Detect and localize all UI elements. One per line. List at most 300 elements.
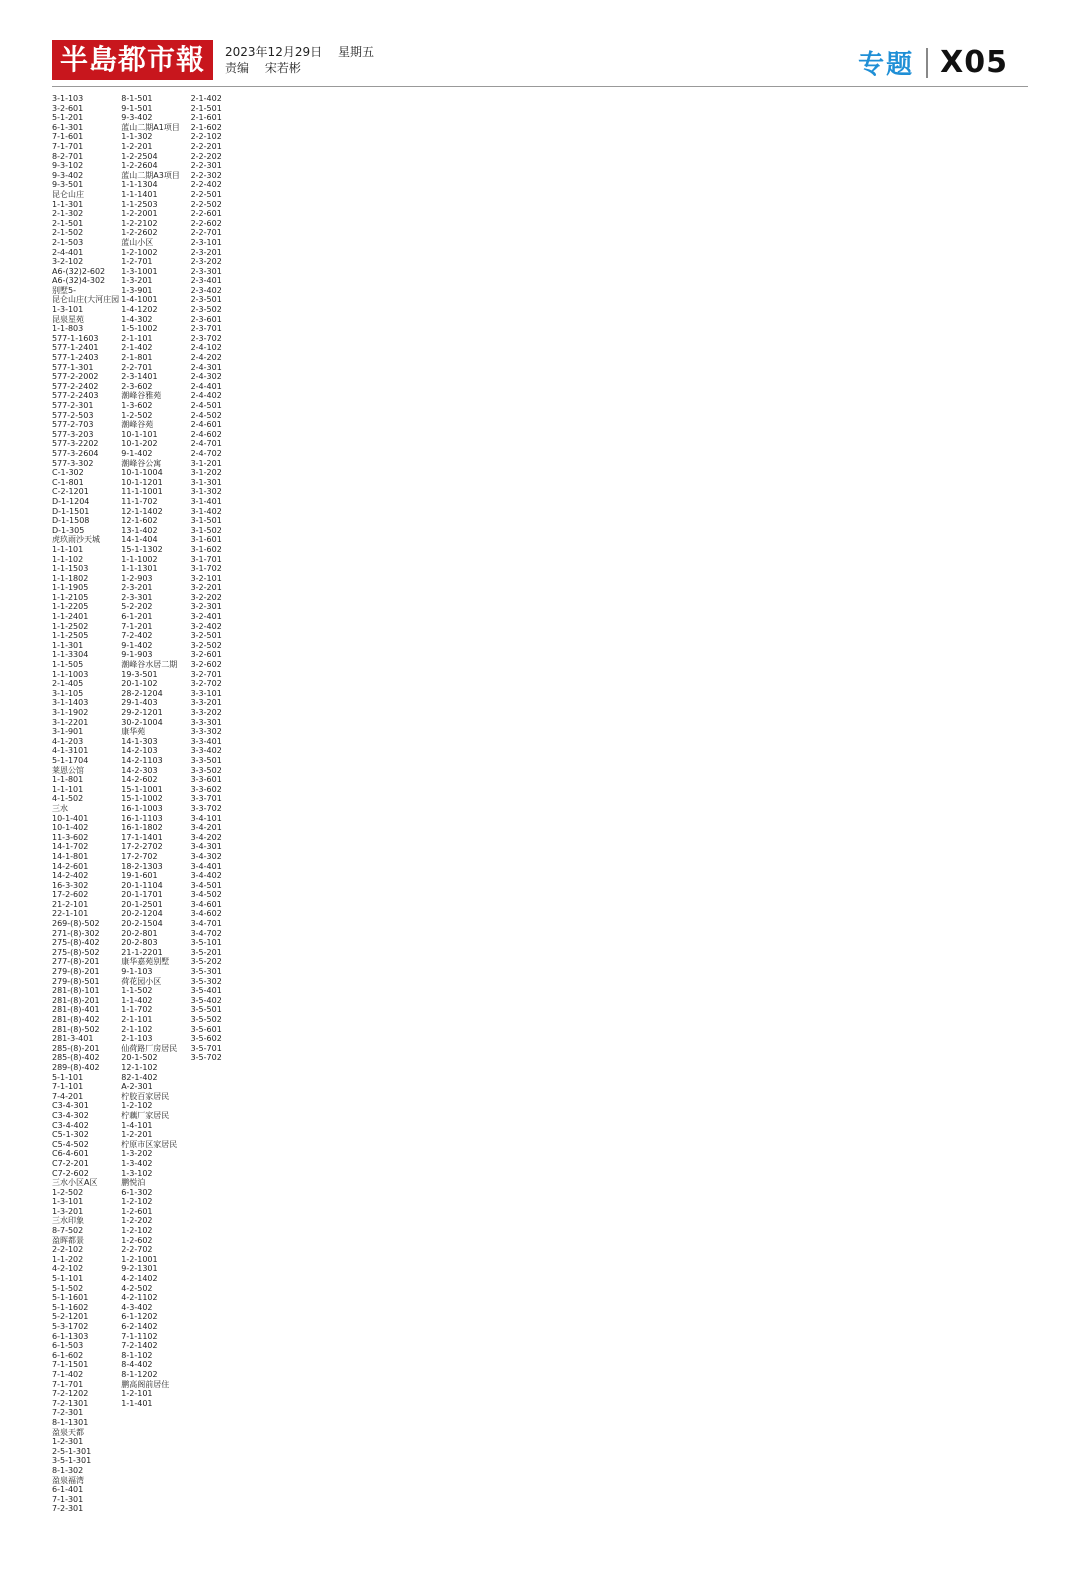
listing-entry: 577-2-2002 bbox=[52, 372, 99, 382]
listing-entry: 潮峰谷雅苑 bbox=[121, 391, 162, 401]
listing-entry: 2-3-201 bbox=[190, 247, 222, 257]
listing-entry: 1-5-1002 bbox=[121, 324, 158, 334]
listing-entry: 20-2-801 bbox=[121, 928, 158, 938]
listing-entry: 9-3-501 bbox=[52, 180, 84, 190]
listing-entry: 1-1-102 bbox=[52, 554, 84, 564]
issue-weekday: 星期五 bbox=[337, 45, 374, 59]
listing-entry: 9-3-402 bbox=[52, 170, 84, 180]
listing-entry: 2-2-701 bbox=[121, 362, 153, 372]
listing-entry: 7-2-1402 bbox=[121, 1341, 158, 1351]
masthead bbox=[52, 40, 386, 80]
listing-entry: 1-1-3304 bbox=[52, 650, 89, 660]
listing-entry: 1-2-601 bbox=[121, 1206, 153, 1216]
listing-entry: 蓝山小区 bbox=[121, 237, 154, 247]
listing-entry: 3-1-901 bbox=[52, 727, 84, 737]
listing-entry: 1-1-2505 bbox=[52, 631, 89, 641]
listing-entry: 7-1-1501 bbox=[52, 1360, 89, 1370]
listing-entry: 昆泉星苑 bbox=[52, 314, 84, 324]
listing-entry: 6-1-1303 bbox=[52, 1331, 89, 1341]
listing-entry: 10-1-1201 bbox=[121, 477, 163, 487]
listing-entry: 1-1-402 bbox=[121, 995, 153, 1005]
listing-entry: 3-5-601 bbox=[190, 1024, 222, 1034]
listing-entry: 4-2-1102 bbox=[121, 1293, 158, 1303]
listing-entry: 3-2-602 bbox=[190, 660, 222, 670]
listing-entry: 1-1-505 bbox=[52, 660, 84, 670]
listing-entry: 3-1-402 bbox=[190, 506, 222, 516]
listing-entry: 1-1-801 bbox=[52, 775, 84, 785]
listing-entry: C3-4-301 bbox=[52, 1101, 89, 1111]
listing-entry: 2-1-801 bbox=[121, 353, 153, 363]
listing-entry: 3-2-601 bbox=[190, 650, 222, 660]
listing-entry: 仙荷路厂房居民 bbox=[121, 1043, 178, 1053]
listing-entry: 18-2-1303 bbox=[121, 861, 163, 871]
listing-entry: 19-3-501 bbox=[121, 669, 158, 679]
listing-entry: 15-1-1302 bbox=[121, 544, 163, 554]
listing-entry: 2-3-402 bbox=[190, 285, 222, 295]
listing-entry: 2-3-401 bbox=[190, 276, 222, 286]
newspaper-logo: 半島都市報 bbox=[52, 40, 213, 80]
listing-entry: 2-1-402 bbox=[190, 94, 222, 103]
listing-entry: 2-4-301 bbox=[190, 362, 222, 372]
listing-entry: 7-4-201 bbox=[52, 1091, 84, 1101]
listing-entry: 1-3-602 bbox=[121, 401, 153, 410]
listing-entry: 21-1-2201 bbox=[121, 947, 163, 957]
listing-entry: 285-(8)-201 bbox=[52, 1043, 100, 1053]
listing-entry: 2-2-102 bbox=[190, 132, 222, 142]
listing-entry: 271-(8)-302 bbox=[52, 928, 100, 938]
listing-entry: 3-5-301 bbox=[190, 967, 222, 977]
listing-entry: 3-3-202 bbox=[190, 708, 222, 717]
listing-entry: 17-2-602 bbox=[52, 890, 89, 900]
listing-entry: 577-2-703 bbox=[52, 420, 94, 430]
listing-entry: 3-5-401 bbox=[190, 986, 222, 996]
listing-entry: 28-2-1204 bbox=[121, 688, 163, 698]
issue-meta bbox=[225, 44, 386, 76]
listing-entry: 3-4-701 bbox=[190, 919, 222, 929]
listing-entry: 9-1-501 bbox=[121, 103, 153, 113]
listing-entry: 14-2-1103 bbox=[121, 755, 163, 765]
listing-entry: 1-2-602 bbox=[121, 1235, 153, 1245]
listing-entry: 4-1-3101 bbox=[52, 746, 89, 756]
listing-entry: 3-4-501 bbox=[190, 880, 222, 890]
listing-entry: 2-2-502 bbox=[190, 199, 222, 209]
listing-entry: 3-5-302 bbox=[190, 976, 222, 986]
listing-entry: 柠胶百家居民 bbox=[121, 1091, 170, 1101]
listing-entry: 5-1-101 bbox=[52, 1274, 84, 1284]
listing-entry: 3-2-701 bbox=[190, 669, 222, 679]
listing-entry: 2-2-602 bbox=[190, 218, 222, 228]
listing-entry: 2-3-501 bbox=[190, 295, 222, 305]
listing-entry: 2-2-501 bbox=[190, 189, 222, 199]
listing-entry: 5-2-1201 bbox=[52, 1312, 89, 1322]
listing-entry: 281-(8)-402 bbox=[52, 1015, 100, 1024]
listing-entry: 3-5-701 bbox=[190, 1043, 222, 1053]
listing-entry: 3-3-602 bbox=[190, 784, 222, 794]
listing-entry: 3-3-402 bbox=[190, 746, 222, 756]
listing-entry: 1-2-1001 bbox=[121, 1254, 158, 1264]
listing-entry: 8-1-1202 bbox=[121, 1369, 158, 1379]
listing-entry: 1-1-101 bbox=[52, 544, 84, 554]
listing-entry: 20-2-803 bbox=[121, 938, 158, 948]
listing-entry: 7-1-201 bbox=[121, 621, 153, 631]
listing-entry: 577-2-2403 bbox=[52, 391, 99, 401]
listing-entry: 14-1-404 bbox=[121, 535, 158, 545]
listing-entry: 潮峰谷公寓 bbox=[121, 458, 162, 468]
listing-entry: 盈泉天都 bbox=[52, 1427, 84, 1437]
listing-entry: 3-2-102 bbox=[52, 257, 84, 267]
listing-column bbox=[121, 94, 188, 1534]
listing-entry: 82-1-402 bbox=[121, 1072, 158, 1082]
listing-entry: 1-1-1401 bbox=[121, 189, 158, 199]
listing-entry: 8-1-302 bbox=[52, 1465, 84, 1475]
listing-entry: 15-1-1001 bbox=[121, 784, 163, 794]
listing-entry: 20-1-102 bbox=[121, 679, 158, 689]
listing-entry: 577-1-2401 bbox=[52, 343, 99, 353]
listing-entry: C7-2-602 bbox=[52, 1168, 89, 1178]
listing-entry: 2-3-502 bbox=[190, 305, 222, 315]
listing-entry: 12-1-1402 bbox=[121, 506, 163, 516]
listing-entry: 1-1-1002 bbox=[121, 554, 158, 564]
listing-entry: 康华嘉苑别墅 bbox=[121, 957, 170, 967]
listing-entry: 6-1-201 bbox=[121, 612, 153, 622]
listing-entry: 2-1-405 bbox=[52, 679, 84, 689]
listing-entry: 1-4-1202 bbox=[121, 305, 158, 315]
listing-entry: 1-2-102 bbox=[121, 1101, 153, 1111]
listing-entry: 1-2-2504 bbox=[121, 151, 158, 161]
listing-entry: 3-2-401 bbox=[190, 612, 222, 622]
listing-entry: 2-4-402 bbox=[190, 391, 222, 401]
listing-entry: 3-2-501 bbox=[190, 631, 222, 641]
listing-entry: 285-(8)-402 bbox=[52, 1053, 100, 1063]
listing-entry: 2-3-301 bbox=[121, 592, 153, 602]
listing-entry: 1-1-2401 bbox=[52, 612, 89, 622]
listing-entry: 1-2-502 bbox=[121, 410, 153, 420]
listing-entry: 3-5-501 bbox=[190, 1005, 222, 1015]
listing-entry: 14-1-702 bbox=[52, 842, 89, 852]
listing-entry: 鹏高阁前居住 bbox=[121, 1379, 170, 1389]
listing-entry: 6-2-1402 bbox=[121, 1322, 158, 1331]
listing-entry: 2-3-601 bbox=[190, 314, 222, 324]
listing-entry: 12-1-102 bbox=[121, 1062, 158, 1072]
listing-entry: 3-4-702 bbox=[190, 928, 222, 938]
listing-entry: 1-1-2205 bbox=[52, 602, 89, 612]
listing-entry: 3-1-502 bbox=[190, 525, 222, 535]
listing-entry: 29-2-1201 bbox=[121, 708, 163, 717]
section-title: 专题 bbox=[858, 50, 915, 80]
listing-entry: 6-1-401 bbox=[52, 1485, 84, 1495]
listing-entry: 281-(8)-502 bbox=[52, 1024, 100, 1034]
listing-entry: 7-1-402 bbox=[52, 1369, 84, 1379]
listing-entry: 30-2-1004 bbox=[121, 717, 163, 727]
listing-entry: 1-2-301 bbox=[52, 1437, 84, 1447]
listing-entry: 577-2-503 bbox=[52, 410, 94, 420]
listing-entry: 577-1-1603 bbox=[52, 333, 99, 343]
listing-entry: 3-3-301 bbox=[190, 717, 222, 727]
listing-entry: 2-1-601 bbox=[190, 113, 222, 123]
listing-entry: 1-3-101 bbox=[52, 305, 84, 315]
listing-entry: 1-4-1001 bbox=[121, 295, 158, 305]
listing-entry: 12-1-602 bbox=[121, 516, 158, 526]
listing-entry: 1-3-202 bbox=[121, 1149, 153, 1159]
listing-entry: 6-1-301 bbox=[52, 122, 84, 132]
listing-entry: 2-2-601 bbox=[190, 209, 222, 219]
listing-entry: 莱恩公馆 bbox=[52, 765, 84, 775]
listing-entry: C5-1-302 bbox=[52, 1130, 89, 1140]
listing-entry: 577-3-302 bbox=[52, 458, 94, 468]
listing-entry: 6-1-302 bbox=[121, 1187, 153, 1197]
listing-entry: 1-3-402 bbox=[121, 1158, 153, 1168]
listing-entry: 3-1-701 bbox=[190, 554, 222, 564]
listing-entry: 2-4-302 bbox=[190, 372, 222, 382]
listing-entry: 11-1-702 bbox=[121, 496, 158, 506]
listing-entry: 9-1-903 bbox=[121, 650, 153, 660]
listing-entry: 蓝山二期A3项目 bbox=[121, 170, 180, 180]
listing-entry: 3-2-702 bbox=[190, 679, 222, 689]
listing-entry: 2-3-702 bbox=[190, 333, 222, 343]
listing-entry: 2-3-101 bbox=[190, 237, 222, 247]
listing-column bbox=[52, 94, 119, 1534]
listing-entry: 盈晖都景 bbox=[52, 1235, 84, 1245]
listing-entry: 1-1-502 bbox=[121, 986, 153, 996]
listing-entry: 柠原市区家居民 bbox=[121, 1139, 178, 1149]
listing-entry: 14-2-602 bbox=[121, 775, 158, 785]
listing-entry: 昆仑山庄 bbox=[52, 189, 84, 199]
listing-entry: 2-2-702 bbox=[121, 1245, 153, 1255]
listing-entry: 鹏悦泊 bbox=[121, 1178, 146, 1188]
listing-entry: 29-1-403 bbox=[121, 698, 158, 708]
listing-entry: 6-1-503 bbox=[52, 1341, 84, 1351]
listing-entry: 6-1-602 bbox=[52, 1350, 84, 1360]
listing-entry: 577-2-301 bbox=[52, 401, 94, 410]
listing-entry: C-2-1201 bbox=[52, 487, 89, 497]
listing-entry: 3-2-402 bbox=[190, 621, 222, 631]
listing-entry: 1-1-2503 bbox=[121, 199, 158, 209]
listing-entry: 3-2-601 bbox=[52, 103, 84, 113]
listing-entry: 1-3-201 bbox=[121, 276, 153, 286]
listing-entry: 16-1-1003 bbox=[121, 803, 163, 813]
listing-entry: 潮峰谷水居二期 bbox=[121, 660, 178, 670]
listing-entry: 2-1-302 bbox=[52, 209, 84, 219]
listing-entry: 1-1-803 bbox=[52, 324, 84, 334]
listing-entry: 1-3-1001 bbox=[121, 266, 158, 276]
listing-entry: 7-1-601 bbox=[52, 132, 84, 142]
listing-entry: 10-1-1004 bbox=[121, 468, 163, 478]
listing-entry: 3-4-602 bbox=[190, 909, 222, 919]
listing-entry: 7-2-301 bbox=[52, 1504, 84, 1514]
listing-entry: 3-1-103 bbox=[52, 94, 84, 103]
listing-entry: 2-3-1401 bbox=[121, 372, 158, 382]
listing-entry: 3-2-502 bbox=[190, 640, 222, 650]
listing-entry: 577-1-2403 bbox=[52, 353, 99, 363]
listing-entry: 1-1-401 bbox=[121, 1398, 153, 1408]
listing-entry: 7-2-402 bbox=[121, 631, 153, 641]
listing-entry: 1-1-1304 bbox=[121, 180, 158, 190]
listing-entry: 1-2-502 bbox=[52, 1187, 84, 1197]
listing-entry: 3-5-602 bbox=[190, 1034, 222, 1044]
listing-entry: 277-(8)-201 bbox=[52, 957, 100, 967]
listing-entry: 275-(8)-402 bbox=[52, 938, 100, 948]
listing-entry: 2-3-202 bbox=[190, 257, 222, 267]
listing-entry: 20-2-1204 bbox=[121, 909, 163, 919]
listing-entry: 潮峰谷苑 bbox=[121, 420, 154, 430]
listing-entry: 5-1-1601 bbox=[52, 1293, 89, 1303]
listing-entry: 22-1-101 bbox=[52, 909, 89, 919]
listing-entry: 3-1-602 bbox=[190, 544, 222, 554]
listing-entry: 2-1-501 bbox=[52, 218, 84, 228]
listing-entry: 3-1-702 bbox=[190, 564, 222, 574]
listing-entry: 2-1-501 bbox=[190, 103, 222, 113]
listing-entry: D-1-1508 bbox=[52, 516, 90, 526]
listing-entry: 3-4-402 bbox=[190, 871, 222, 881]
listing-entry: 7-2-1202 bbox=[52, 1389, 89, 1399]
listing-entry: 康华苑 bbox=[121, 727, 146, 737]
listing-entry: 11-1-1001 bbox=[121, 487, 163, 497]
listing-entry: 3-5-1-301 bbox=[52, 1456, 92, 1466]
listing-entry: 2-4-502 bbox=[190, 410, 222, 420]
listing-entry: 3-5-502 bbox=[190, 1015, 222, 1024]
listing-entry: 577-3-2604 bbox=[52, 448, 99, 458]
listing-entry: 盈泉福湾 bbox=[52, 1475, 84, 1485]
listing-entry: C3-4-402 bbox=[52, 1120, 89, 1130]
listing-entry: 1-1-1003 bbox=[52, 669, 89, 679]
listing-entry: 2-4-401 bbox=[52, 247, 84, 257]
listing-entry: 5-2-202 bbox=[121, 602, 153, 612]
listing-entry: 289-(8)-402 bbox=[52, 1062, 100, 1072]
listing-entry: 1-2-202 bbox=[121, 1216, 153, 1226]
listing-entry: 3-4-301 bbox=[190, 842, 222, 852]
listing-entry: 10-1-401 bbox=[52, 813, 89, 823]
listing-entry: A6-(32)4-302 bbox=[52, 276, 106, 286]
listing-entry: 柠藕厂家居民 bbox=[121, 1110, 170, 1120]
listing-entry: 3-5-402 bbox=[190, 995, 222, 1005]
page-number: X05 bbox=[940, 45, 1008, 80]
listing-entry: 20-1-1104 bbox=[121, 880, 163, 890]
listing-entry: 14-2-103 bbox=[121, 746, 158, 756]
listing-entry: 3-1-401 bbox=[190, 496, 222, 506]
listing-entry: 13-1-402 bbox=[121, 525, 158, 535]
listing-entry: 3-3-502 bbox=[190, 765, 222, 775]
listing-entry: 16-3-302 bbox=[52, 880, 89, 890]
listing-entry: 别墅5- bbox=[52, 285, 76, 295]
listing-entry: 1-1-2502 bbox=[52, 621, 89, 631]
listing-entry: 2-4-601 bbox=[190, 420, 222, 430]
listing-entry: 3-5-702 bbox=[190, 1053, 222, 1063]
listing-entry: 9-1-402 bbox=[121, 640, 153, 650]
listing-entry: 14-2-601 bbox=[52, 861, 89, 871]
listing-entry: 5-3-1702 bbox=[52, 1322, 89, 1331]
listing-entry: 1-1-2105 bbox=[52, 592, 89, 602]
listing-entry: 2-1-102 bbox=[121, 1024, 153, 1034]
listing-entry: 1-4-302 bbox=[121, 314, 153, 324]
listing-entry: 7-1-101 bbox=[52, 1082, 84, 1092]
listing-entry: D-1-1501 bbox=[52, 506, 90, 516]
listing-entry: 4-2-1402 bbox=[121, 1274, 158, 1284]
listing-entry: 1-3-201 bbox=[52, 1206, 84, 1216]
listing-entry: 3-2-201 bbox=[190, 583, 222, 593]
listing-entry: 6-1-1202 bbox=[121, 1312, 158, 1322]
listing-entry: 19-1-601 bbox=[121, 871, 158, 881]
listing-entry: C-1-801 bbox=[52, 477, 84, 487]
listing-entry: 20-1-502 bbox=[121, 1053, 158, 1063]
listing-entry: 7-1-301 bbox=[52, 1494, 84, 1504]
listing-entry: 1-3-101 bbox=[52, 1197, 84, 1207]
listing-entry: 1-2-1002 bbox=[121, 247, 158, 257]
listing-entry: 3-1-202 bbox=[190, 468, 222, 478]
listing-entry: A-2-301 bbox=[121, 1082, 153, 1092]
listing-entry: 7-1-701 bbox=[52, 1379, 84, 1389]
listing-entry: 1-2-201 bbox=[121, 1130, 153, 1140]
header-rule bbox=[52, 86, 1028, 87]
listing-entry: 4-2-502 bbox=[121, 1283, 153, 1293]
listing-entry: 14-1-801 bbox=[52, 851, 89, 861]
listing-entry: 14-2-303 bbox=[121, 765, 158, 775]
listing-entry: 1-3-901 bbox=[121, 285, 153, 295]
listing-entry: 1-4-101 bbox=[121, 1120, 153, 1130]
listing-entry: 3-4-601 bbox=[190, 899, 222, 909]
listing-entry: 3-3-501 bbox=[190, 755, 222, 765]
listing-entry: 1-1-1802 bbox=[52, 573, 89, 583]
listing-entry: 3-3-701 bbox=[190, 794, 222, 804]
listing-entry: 8-1-1301 bbox=[52, 1417, 89, 1427]
listing-entry: 1-2-903 bbox=[121, 573, 153, 583]
listing-entry: 9-3-102 bbox=[52, 161, 84, 171]
listing-entry: 3-2-301 bbox=[190, 602, 222, 612]
listing-entry: 1-2-102 bbox=[121, 1226, 153, 1236]
listing-entry: 3-3-401 bbox=[190, 736, 222, 746]
listing-entry: 1-2-201 bbox=[121, 141, 153, 151]
listing-entry: 2-3-301 bbox=[190, 266, 222, 276]
listing-entry: 281-(8)-401 bbox=[52, 1005, 100, 1015]
listing-entry: 2-2-302 bbox=[190, 170, 222, 180]
listing-entry: 3-4-101 bbox=[190, 813, 222, 823]
listing-entry: 10-1-202 bbox=[121, 439, 158, 449]
listing-entry: 2-4-202 bbox=[190, 353, 222, 363]
listing-entry: 2-4-102 bbox=[190, 343, 222, 353]
listing-entry: 1-1-202 bbox=[52, 1254, 84, 1264]
listing-entry: 2-2-402 bbox=[190, 180, 222, 190]
listing-entry: 8-7-502 bbox=[52, 1226, 84, 1236]
listing-entry: 2-5-1-301 bbox=[52, 1446, 92, 1456]
listing-entry: 虎玖雨沙天城 bbox=[52, 535, 100, 545]
listing-entry: 279-(8)-501 bbox=[52, 976, 100, 986]
section-divider bbox=[926, 48, 928, 78]
listing-entry: 2-1-101 bbox=[121, 1015, 153, 1024]
listing-entry: 蓝山二期A1项目 bbox=[121, 122, 180, 132]
listing-entry: 20-2-1504 bbox=[121, 919, 163, 929]
listing-entry: 7-2-301 bbox=[52, 1408, 84, 1418]
listing-entry: 三水印象 bbox=[52, 1216, 84, 1226]
listing-entry: 4-2-102 bbox=[52, 1264, 84, 1274]
listing-entry: 三水小区A区 bbox=[52, 1178, 98, 1188]
listing-entry: 269-(8)-502 bbox=[52, 919, 100, 929]
listing-entry: 21-2-101 bbox=[52, 899, 89, 909]
listing-entry: 3-2-202 bbox=[190, 592, 222, 602]
page-header bbox=[0, 0, 1080, 92]
listing-entry: 2-1-602 bbox=[190, 122, 222, 132]
listing-entry: 2-3-201 bbox=[121, 583, 153, 593]
listing-entry: 3-4-202 bbox=[190, 832, 222, 842]
listing-entry: C5-4-502 bbox=[52, 1139, 89, 1149]
listing-entry: 3-1-1403 bbox=[52, 698, 89, 708]
listing-entry: 3-3-101 bbox=[190, 688, 222, 698]
listing-entry: 7-1-701 bbox=[52, 141, 84, 151]
listing-entry: 1-1-302 bbox=[121, 132, 153, 142]
listing-entry: 4-3-402 bbox=[121, 1302, 153, 1312]
listing-entry: 20-1-1701 bbox=[121, 890, 163, 900]
listing-entry: 577-2-2402 bbox=[52, 381, 99, 391]
listing-entry: A6-(32)2-602 bbox=[52, 266, 106, 276]
listing-entry: 275-(8)-502 bbox=[52, 947, 100, 957]
